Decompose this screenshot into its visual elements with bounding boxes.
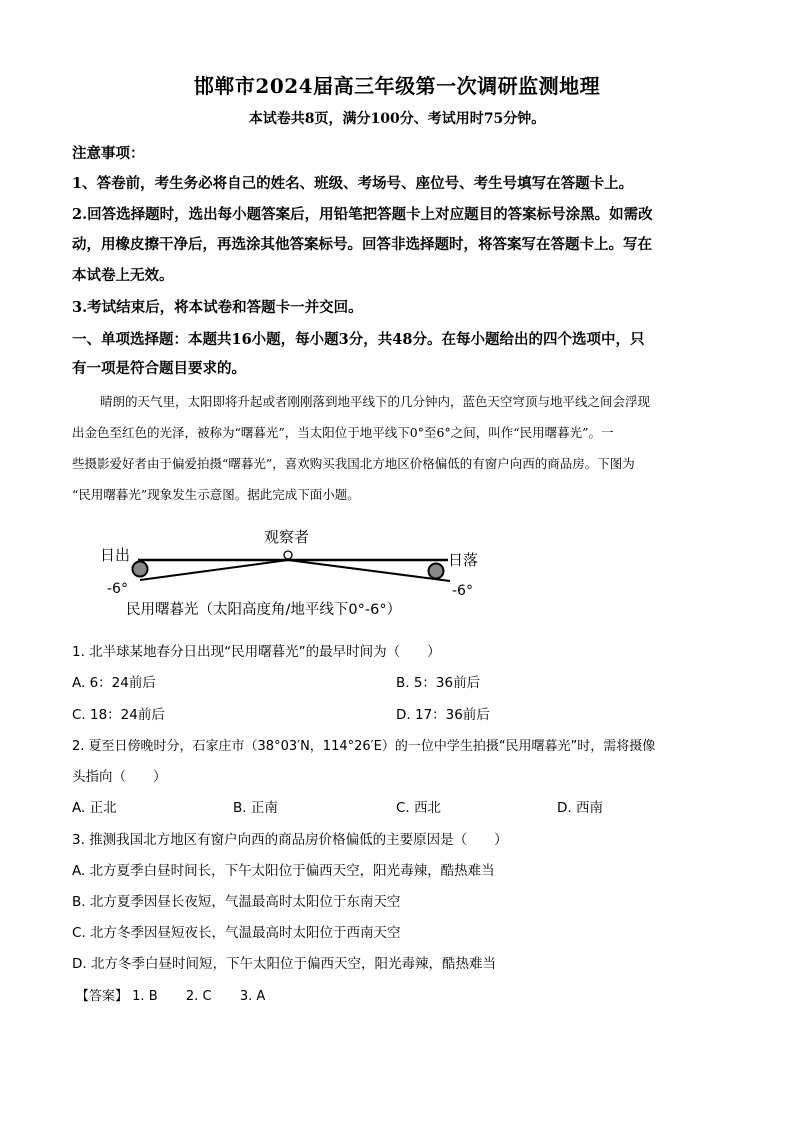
sun-sunrise-icon (133, 562, 148, 577)
option: C. 18：24前后 (72, 707, 165, 723)
passage-line: 出金色至红色的光泽，被称为“曙暮光”，当太阳位于地平线下0°至6°之间，叫作“民用曙暮光”。一 (72, 425, 614, 440)
option: A. 正北 (72, 800, 117, 816)
sight-line-right (288, 560, 450, 581)
sunrise-label: 日出 (100, 546, 131, 564)
passage-line: 晴朗的天气里，太阳即将升起或者刚刚落到地平线下的几分钟内，蓝色天空穹顶与地平线之间会浮现 (100, 394, 651, 409)
figure-caption: 民用曙暮光（太阳高度角/地平线下0°-6°） (126, 602, 402, 618)
notes-heading: 注意事项： (72, 145, 145, 162)
option: C. 西北 (396, 800, 442, 816)
twilight-diagram (90, 520, 510, 625)
page-title: 邯郸市2024届高三年级第一次调研监测地理 (193, 74, 601, 98)
question-stem: 3. 推测我国北方地区有窗户向西的商品房价格偏低的主要原因是（ ） (72, 832, 508, 848)
note-line: 3.考试结束后，将本试卷和答题卡一并交回。 (72, 299, 363, 316)
passage-line: 些摄影爱好者由于偏爱拍摄“曙暮光”，喜欢购买我国北方地区价格偏低的有窗户向西的商品房。下图为 (72, 456, 635, 471)
answer-item: 1. B (132, 989, 158, 1004)
option: C. 北方冬季因昼短夜长，气温最高时太阳位于西南天空 (72, 925, 401, 941)
angle-label-left: -6° (107, 581, 128, 597)
observer-label: 观察者 (264, 528, 310, 546)
question-stem: 1. 北半球某地春分日出现“民用曙暮光”的最早时间为（ ） (72, 644, 441, 660)
option: B. 正南 (233, 800, 278, 816)
option: A. 北方夏季白昼时间长，下午太阳位于偏西天空，阳光毒辣，酷热难当 (72, 863, 495, 879)
section-heading: 一、单项选择题：本题共16小题，每小题3分，共48分。在每小题给出的四个选项中，只 (72, 331, 645, 348)
note-line: 1、答卷前，考生务必将自己的姓名、班级、考场号、座位号、考生号填写在答题卡上。 (72, 175, 634, 192)
note-line: 本试卷上无效。 (72, 267, 174, 284)
passage-line: “民用曙暮光”现象发生示意图。据此完成下面小题。 (72, 487, 360, 502)
option: A. 6：24前后 (72, 675, 156, 691)
option: D. 西南 (557, 800, 603, 816)
sunset-label: 日落 (448, 551, 479, 569)
question-stem: 2. 夏至日傍晚时分，石家庄市（38°03′N，114°26′E）的一位中学生拍摄“民用曙暮光”时，需将摄像 (72, 739, 656, 754)
option: D. 17：36前后 (396, 707, 490, 723)
option: B. 5：36前后 (396, 675, 481, 691)
answer-label: 【答案】 (76, 989, 129, 1004)
answer-item: 3. A (239, 989, 266, 1004)
answer-item: 2. C (185, 989, 212, 1004)
sight-line-left (140, 560, 288, 580)
observer-icon (284, 551, 292, 559)
section-heading: 有一项是符合题目要求的。 (72, 360, 246, 377)
question-stem: 头指向（ ） (72, 769, 167, 785)
answer-line (76, 985, 265, 1004)
exam-info: 本试卷共8页，满分100分、考试用时75分钟。 (248, 111, 546, 127)
option: D. 北方冬季白昼时间短，下午太阳位于偏西天空，阳光毒辣，酷热难当 (72, 956, 496, 972)
note-line: 动，用橡皮擦干净后，再选涂其他答案标号。回答非选择题时，将答案写在答题卡上。写在 (72, 236, 652, 253)
angle-label-right: -6° (452, 583, 473, 599)
sun-sunset-icon (429, 564, 444, 579)
note-line: 2.回答选择题时，选出每小题答案后，用铅笔把答题卡上对应题目的答案标号涂黑。如需改 (72, 206, 653, 223)
option: B. 北方夏季因昼长夜短，气温最高时太阳位于东南天空 (72, 894, 401, 910)
